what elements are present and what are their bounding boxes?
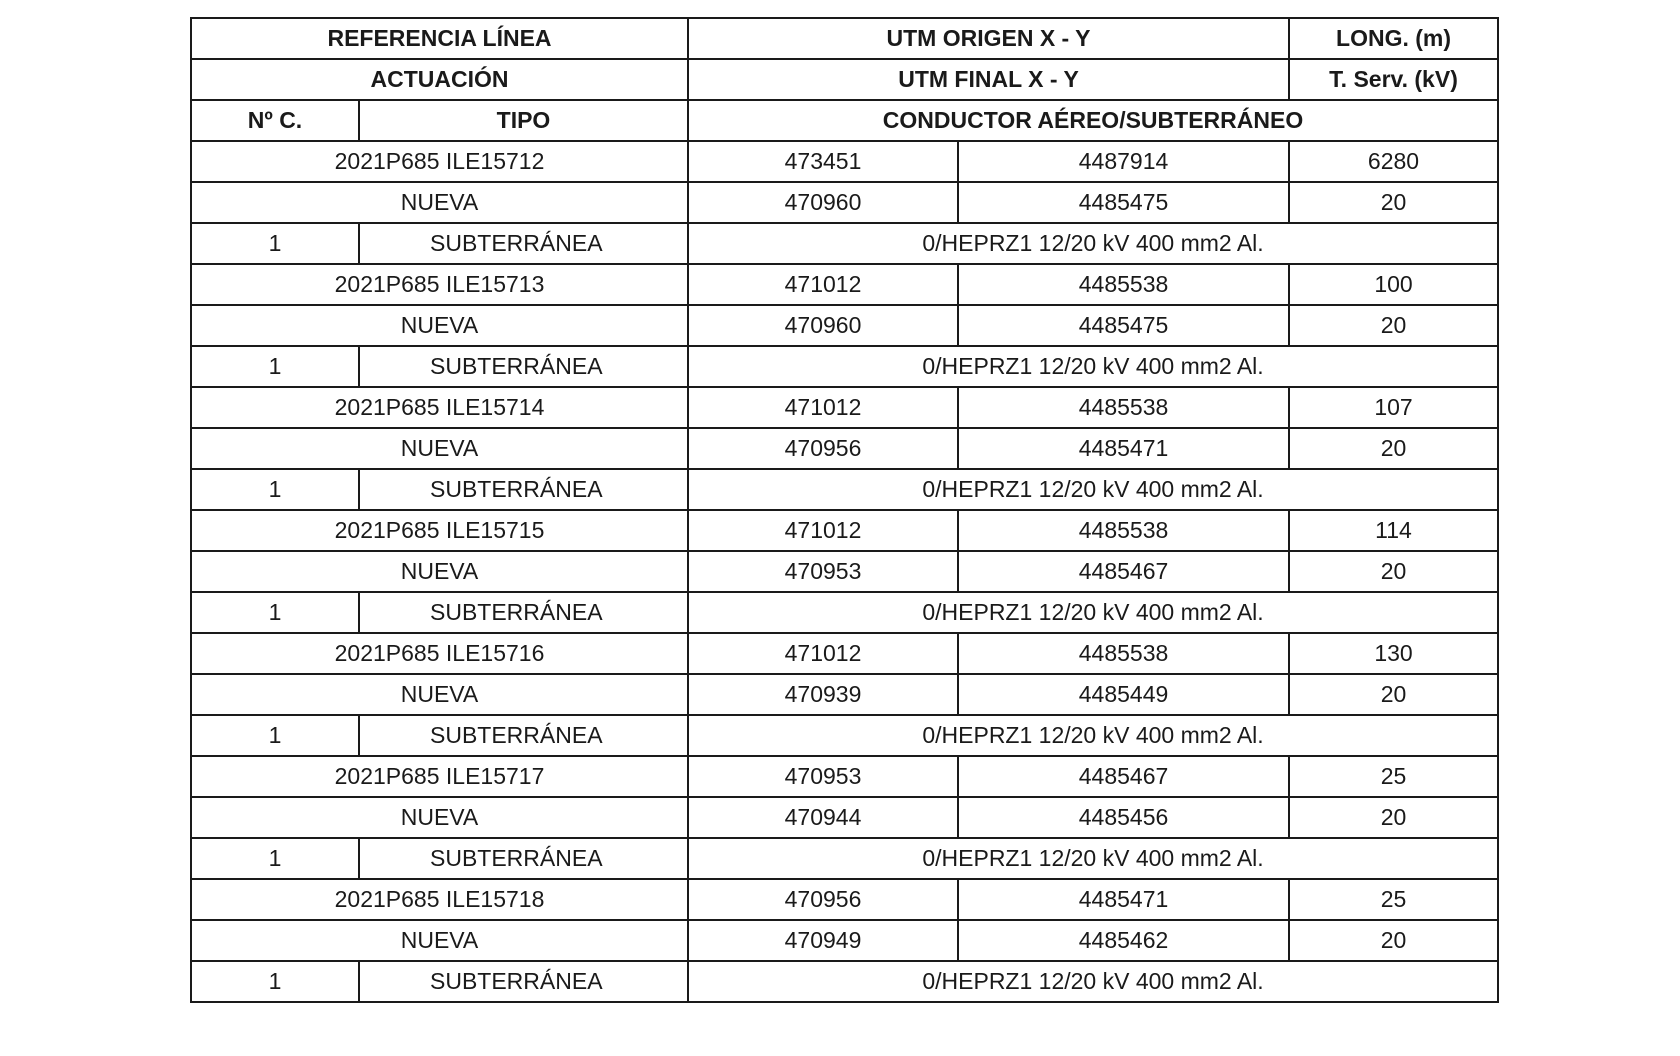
line-type: SUBTERRÁNEA [359,223,688,264]
line-reference-row [191,264,1498,305]
header-utm-final: UTM FINAL X - Y [688,59,1289,100]
line-reference: 2021P685 ILE15714 [191,387,688,428]
conductor-spec: 0/HEPRZ1 12/20 kV 400 mm2 Al. [688,961,1498,1002]
line-reference-row [191,387,1498,428]
line-reference-row [191,141,1498,182]
line-reference-row [191,879,1498,920]
line-conductor-row [191,961,1498,1002]
line-conductor-row [191,469,1498,510]
conductor-spec: 0/HEPRZ1 12/20 kV 400 mm2 Al. [688,346,1498,387]
utm-origin-y: 4485538 [958,510,1289,551]
utm-final-y: 4485462 [958,920,1289,961]
line-action: NUEVA [191,551,688,592]
line-conductor-row [191,715,1498,756]
header-row-3 [191,100,1498,141]
header-tipo: TIPO [359,100,688,141]
header-row-1 [191,18,1498,59]
line-reference-row [191,756,1498,797]
line-reference: 2021P685 ILE15713 [191,264,688,305]
header-row-2 [191,59,1498,100]
utm-origin-x: 470956 [688,879,958,920]
utm-final-y: 4485456 [958,797,1289,838]
utm-final-y: 4485475 [958,305,1289,346]
line-reference: 2021P685 ILE15718 [191,879,688,920]
line-action-row [191,305,1498,346]
utm-final-x: 470939 [688,674,958,715]
circuit-count: 1 [191,715,359,756]
conductor-spec: 0/HEPRZ1 12/20 kV 400 mm2 Al. [688,223,1498,264]
utm-origin-x: 471012 [688,633,958,674]
line-action: NUEVA [191,305,688,346]
line-action-row [191,797,1498,838]
line-action: NUEVA [191,920,688,961]
header-referencia-linea: REFERENCIA LÍNEA [191,18,688,59]
utm-final-x: 470960 [688,305,958,346]
utm-origin-x: 471012 [688,510,958,551]
line-length: 6280 [1289,141,1498,182]
service-voltage: 20 [1289,920,1498,961]
line-reference-row [191,633,1498,674]
line-reference: 2021P685 ILE15712 [191,141,688,182]
line-action-row [191,920,1498,961]
line-type: SUBTERRÁNEA [359,346,688,387]
utm-final-x: 470953 [688,551,958,592]
line-type: SUBTERRÁNEA [359,715,688,756]
utm-origin-y: 4485471 [958,879,1289,920]
line-type: SUBTERRÁNEA [359,469,688,510]
line-action-row [191,551,1498,592]
utm-final-x: 470956 [688,428,958,469]
utm-final-x: 470949 [688,920,958,961]
line-length: 25 [1289,756,1498,797]
line-type: SUBTERRÁNEA [359,961,688,1002]
circuit-count: 1 [191,346,359,387]
circuit-count: 1 [191,961,359,1002]
header-actuacion: ACTUACIÓN [191,59,688,100]
utm-origin-y: 4485538 [958,633,1289,674]
line-action-row [191,182,1498,223]
conductor-spec: 0/HEPRZ1 12/20 kV 400 mm2 Al. [688,715,1498,756]
header-num-circuitos: Nº C. [191,100,359,141]
conductor-spec: 0/HEPRZ1 12/20 kV 400 mm2 Al. [688,469,1498,510]
utm-origin-y: 4485538 [958,264,1289,305]
line-conductor-row [191,223,1498,264]
service-voltage: 20 [1289,674,1498,715]
circuit-count: 1 [191,469,359,510]
line-reference-row [191,510,1498,551]
line-action: NUEVA [191,182,688,223]
line-length: 100 [1289,264,1498,305]
line-type: SUBTERRÁNEA [359,592,688,633]
line-length: 114 [1289,510,1498,551]
line-reference: 2021P685 ILE15715 [191,510,688,551]
service-voltage: 20 [1289,428,1498,469]
power-lines-table [190,17,1499,1003]
utm-origin-x: 471012 [688,387,958,428]
utm-origin-x: 471012 [688,264,958,305]
service-voltage: 20 [1289,182,1498,223]
utm-final-x: 470960 [688,182,958,223]
utm-final-y: 4485449 [958,674,1289,715]
conductor-spec: 0/HEPRZ1 12/20 kV 400 mm2 Al. [688,838,1498,879]
circuit-count: 1 [191,592,359,633]
utm-final-y: 4485471 [958,428,1289,469]
utm-origin-y: 4487914 [958,141,1289,182]
circuit-count: 1 [191,838,359,879]
header-longitud: LONG. (m) [1289,18,1498,59]
service-voltage: 20 [1289,551,1498,592]
utm-origin-y: 4485538 [958,387,1289,428]
line-action: NUEVA [191,674,688,715]
circuit-count: 1 [191,223,359,264]
line-conductor-row [191,592,1498,633]
line-conductor-row [191,346,1498,387]
utm-final-x: 470944 [688,797,958,838]
table-body [191,18,1498,1002]
line-action: NUEVA [191,428,688,469]
line-conductor-row [191,838,1498,879]
header-conductor: CONDUCTOR AÉREO/SUBTERRÁNEO [688,100,1498,141]
utm-origin-y: 4485467 [958,756,1289,797]
utm-final-y: 4485475 [958,182,1289,223]
header-utm-origen: UTM ORIGEN X - Y [688,18,1289,59]
line-type: SUBTERRÁNEA [359,838,688,879]
conductor-spec: 0/HEPRZ1 12/20 kV 400 mm2 Al. [688,592,1498,633]
utm-origin-x: 473451 [688,141,958,182]
line-length: 25 [1289,879,1498,920]
service-voltage: 20 [1289,797,1498,838]
line-reference: 2021P685 ILE15717 [191,756,688,797]
line-action: NUEVA [191,797,688,838]
line-reference: 2021P685 ILE15716 [191,633,688,674]
line-action-row [191,674,1498,715]
header-tension-servicio: T. Serv. (kV) [1289,59,1498,100]
utm-origin-x: 470953 [688,756,958,797]
service-voltage: 20 [1289,305,1498,346]
line-length: 130 [1289,633,1498,674]
line-action-row [191,428,1498,469]
line-length: 107 [1289,387,1498,428]
utm-final-y: 4485467 [958,551,1289,592]
